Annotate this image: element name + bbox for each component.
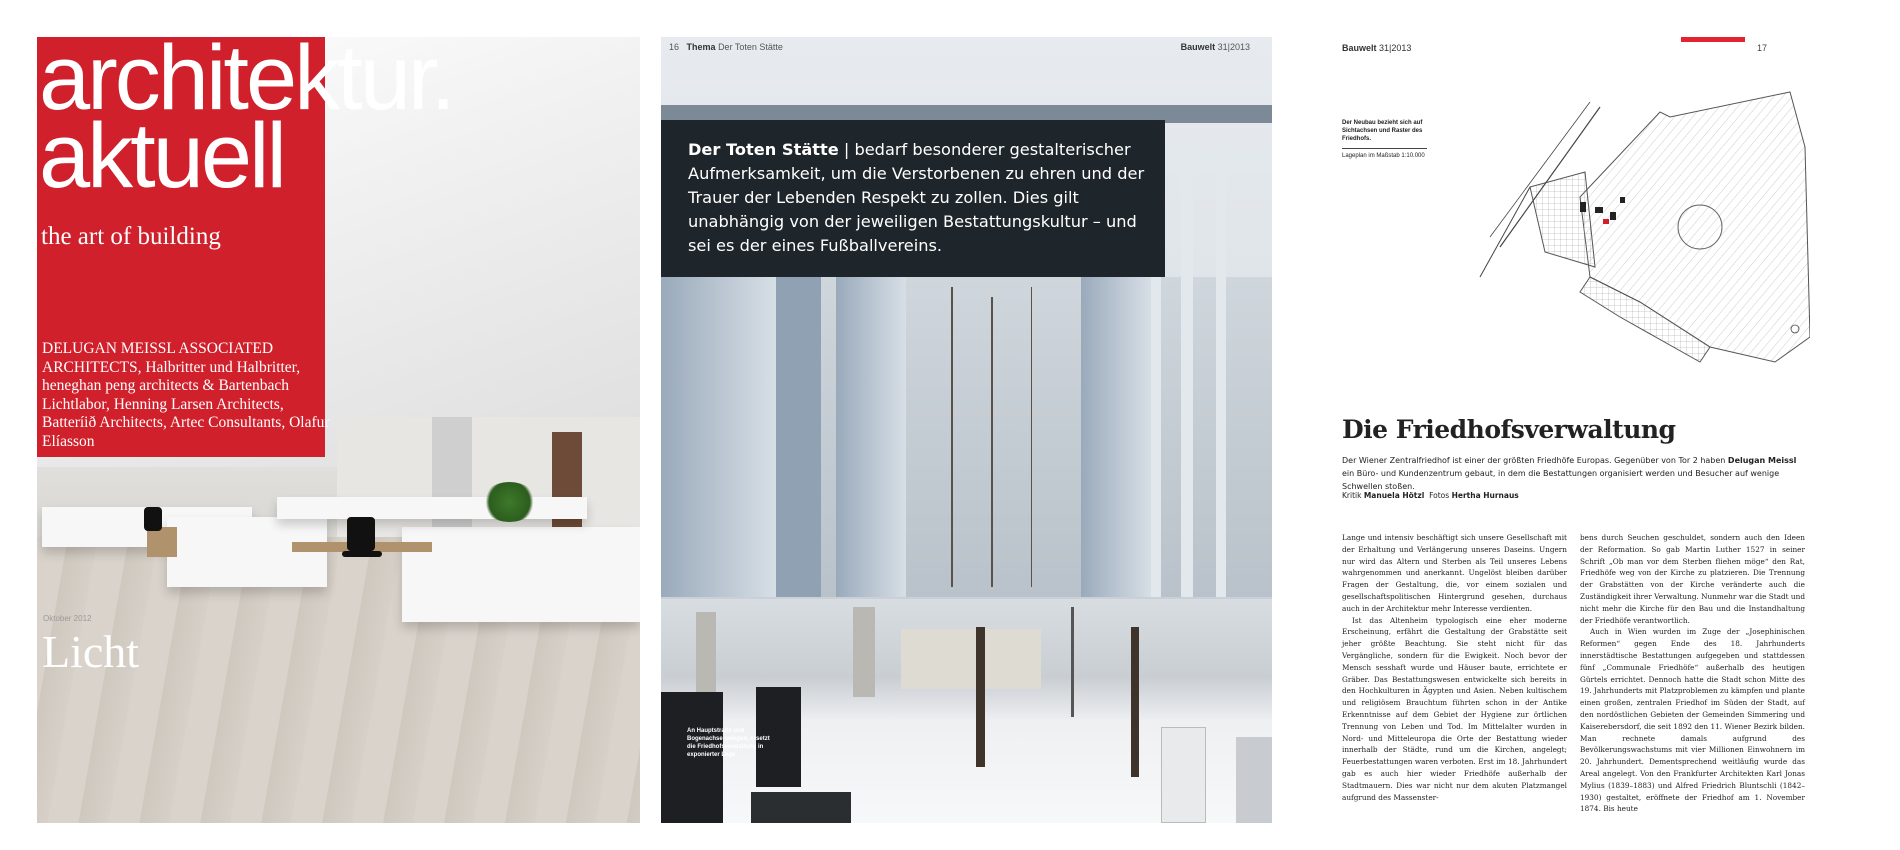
issue-number: 31|2013 xyxy=(1217,42,1250,52)
photo-monument xyxy=(853,607,875,697)
page-16-header xyxy=(669,42,783,52)
article-paragraph: Auch in Wien wurden im Zuge der „Josephinischen Reformen“ gegen Ende des 18. Jahrhunderts innerstädtische Bestattungen aufgegeben und stattdessen fünf „Communale Friedhöfe“ außerhalb des heutigen Gürtels errichtet. Dennoch hatte die Stadt schon Mitte des 19. Jahrhunderts mit Platzproblemen zu kämpfen und plante einen großen, zentralen Friedhof im Süden der Stadt, auf den nordöstlichen Gebieten der Gemeinden Simmering und Kaiserebersdorf, die seit 1892 den 11. Wiener Bezirk bilden. Man rechnete damals aufgrund des Bevölkerungswachstums mit vier Millionen Einwohnern im 20. Jahrhundert. Dementsprechend weitläufig wurde das Areal angelegt. Von den Frankfurter Architekten Karl Jonas Mylius (1839–1883) und Alfred Friedrich Bluntschli (1842–1930) gestaltet, eröffnete der Friedhof am 1. November 1874. Bis heute xyxy=(1580,627,1805,814)
article-paragraph: bens durch Seuchen geschuldet, sondern auch den Ideen der Reformation. So gab Martin Luther 1527 in seiner Schrift „Ob man vor dem Sterben fliehen möge“ den Rat, Friedhöfe weg von der Kirche zu platzieren. Die Trennung der Grabstätten von der Kirche veränderte auch die Zuständigkeit ihrer Verwaltung. Nunmehr war die Stadt und nicht mehr die Kirche für den Bau und die Instandhaltung der Friedhöfe verantwortlich. xyxy=(1580,533,1805,625)
cover-tagline: the art of building xyxy=(41,223,221,250)
article-title: Die Friedhofsverwaltung xyxy=(1342,415,1676,444)
facade-fin xyxy=(661,277,776,597)
cover-photo-desk xyxy=(277,497,587,519)
facade-fin xyxy=(776,277,821,597)
photo-building xyxy=(901,629,1041,689)
magazine-cover xyxy=(37,37,640,823)
article-paragraph: Lange und intensiv beschäftigt sich unsere Gesellschaft mit der Erhaltung und Verlängerung unseres Daseins. Ungern nur wird das Altern und Sterben als Teil unseres Lebens wahrgenommen und anerkannt. Ungelöst bleiben darüber Fragen der Gestaltung, die, vor einem sozialen und gesellschaftspolitischen Hintergrund gesehen, durchaus auch in der Architektur mehr Interesse verdienten. xyxy=(1342,533,1567,613)
magazine-name: Bauwelt xyxy=(1342,43,1377,53)
article-credits xyxy=(1342,491,1519,500)
cover-date: Oktober 2012 xyxy=(43,614,92,623)
lead-architect: Delugan Meissl xyxy=(1727,456,1797,465)
cover-photo-desk xyxy=(402,527,640,622)
facade-fin xyxy=(836,257,906,597)
map-caption xyxy=(1342,119,1437,160)
section-label: Thema xyxy=(686,42,716,52)
intro-body: | bedarf besonderer gestalterischer Aufmerksamkeit, um die Verstorbenen zu ehren und der Trauer der Lebenden Respekt zu zollen. Dies gilt unabhängig von der jeweiligen Bestattungskultur – und sei es der eines Fußballvereins. xyxy=(688,140,1145,255)
page-16-header-right xyxy=(1181,42,1250,52)
facade-fin xyxy=(1216,137,1226,597)
accent-bar xyxy=(1681,37,1745,42)
article-column-2 xyxy=(1580,532,1805,815)
cover-photo-desk xyxy=(167,517,327,587)
critic-label: Kritik xyxy=(1342,491,1362,500)
magazine-page-17 xyxy=(1330,37,1810,823)
cover-architect-names: DELUGAN MEISSL ASSOCIATED ARCHITECTS, Halbritter und Halbritter, heneghan peng architects & Bartenbach Lichtlabor, Henning Larsen Architects, Batteríið Architects, Artec Consultants, Olafur Elíasson xyxy=(42,340,330,450)
cover-photo-chair xyxy=(144,507,162,531)
photo-tree xyxy=(1131,627,1139,777)
magazine-logo: architektur. aktuell xyxy=(39,37,453,207)
photo-gravestone xyxy=(751,792,851,823)
photo-caption: An Hauptstraße und Bogenachse gelegen, ersetzt die Friedhofsverwaltung in exponierter Lage xyxy=(687,728,770,758)
facade-fin xyxy=(1081,277,1151,597)
photographer-name: Hertha Hurnaus xyxy=(1451,491,1519,500)
magazine-name: Bauwelt xyxy=(1180,42,1216,52)
cover-photo-chair xyxy=(347,517,375,551)
cover-issue-title: Licht xyxy=(42,626,140,677)
page-number: 16 xyxy=(669,42,680,52)
photo-monument xyxy=(696,612,716,692)
cover-photo-wood xyxy=(147,527,177,557)
cover-photo-door xyxy=(552,432,582,537)
facade-tree-reflection xyxy=(991,297,993,587)
magazine-page-16 xyxy=(661,37,1272,823)
facade-tree-reflection xyxy=(951,287,953,587)
cover-photo-chair xyxy=(342,551,382,557)
photo-tree xyxy=(976,627,985,767)
section-title: Der Toten Stätte xyxy=(718,42,783,52)
photo-gravestone xyxy=(1161,727,1206,823)
map-scale-text: Lageplan im Maßstab 1:10.000 xyxy=(1342,153,1425,159)
cover-photo-plant xyxy=(482,482,537,522)
page-17-header xyxy=(1342,43,1411,53)
photo-lamp xyxy=(1071,607,1074,717)
facade-tree-reflection xyxy=(1031,287,1032,587)
article-paragraph: Ist das Altenheim typologisch eine eher moderne Erscheinung, erfährt die Gestaltung der Grabstätte seit jeher größte Beachtung. Sie steht nicht für das Vergängliche, sondern für die Ewigkeit. Noch bevor der Mensch sesshaft wurde und Häuser baute, errichtete er Gräber. Das Bestattungswesen entwickelte sich bereits in den Hochkulturen in Ägypten und Asien. Neben kultischem und religiösem Brauchtum führten schon in der Antike Erkenntnisse auf dem Gebiet der Hygiene zur örtlichen Trennung von Leben und Tod. Im Mittelalter wurden in Nord- und Mitteleuropa die Orte der Bestattung wieder innerhalb der Städte, rund um die Kirchen, angelegt; Feuerbestattungen waren verboten. Erst im 18. Jahrhundert gab es auch hier wieder Friedhöfe außerhalb der Stadtmauern. Dies war nicht nur dem akuten Platzmangel aufgrund des Massenster- xyxy=(1342,615,1567,802)
photo-label: Fotos xyxy=(1429,491,1450,500)
photo-gravestone xyxy=(1236,737,1272,823)
intro-lead: Der Toten Stätte xyxy=(688,140,839,159)
facade-fin xyxy=(1181,137,1193,597)
lead-text: ein Büro- und Kundenzentrum gebaut, in dem die Bestattungen organisiert werden und Besucher auf wenige Schwellen stoßen. xyxy=(1342,469,1780,491)
page-number: 17 xyxy=(1756,43,1767,53)
intro-text-box xyxy=(661,120,1165,277)
caption-rule xyxy=(1342,148,1427,149)
article-column-1 xyxy=(1342,532,1567,803)
critic-name: Manuela Hötzl xyxy=(1363,491,1425,500)
cemetery-site-plan xyxy=(1470,77,1810,377)
issue-number: 31|2013 xyxy=(1379,43,1412,53)
map-caption-text: Der Neubau bezieht sich auf Sichtachsen und Raster des Friedhofs. xyxy=(1342,120,1423,142)
cover-photo-wall xyxy=(337,417,640,537)
lead-text: Der Wiener Zentralfriedhof ist einer der größten Friedhöfe Europas. Gegenüber von Tor 2 haben xyxy=(1342,456,1728,465)
article-lead xyxy=(1342,454,1810,493)
intro-text xyxy=(688,138,1148,258)
